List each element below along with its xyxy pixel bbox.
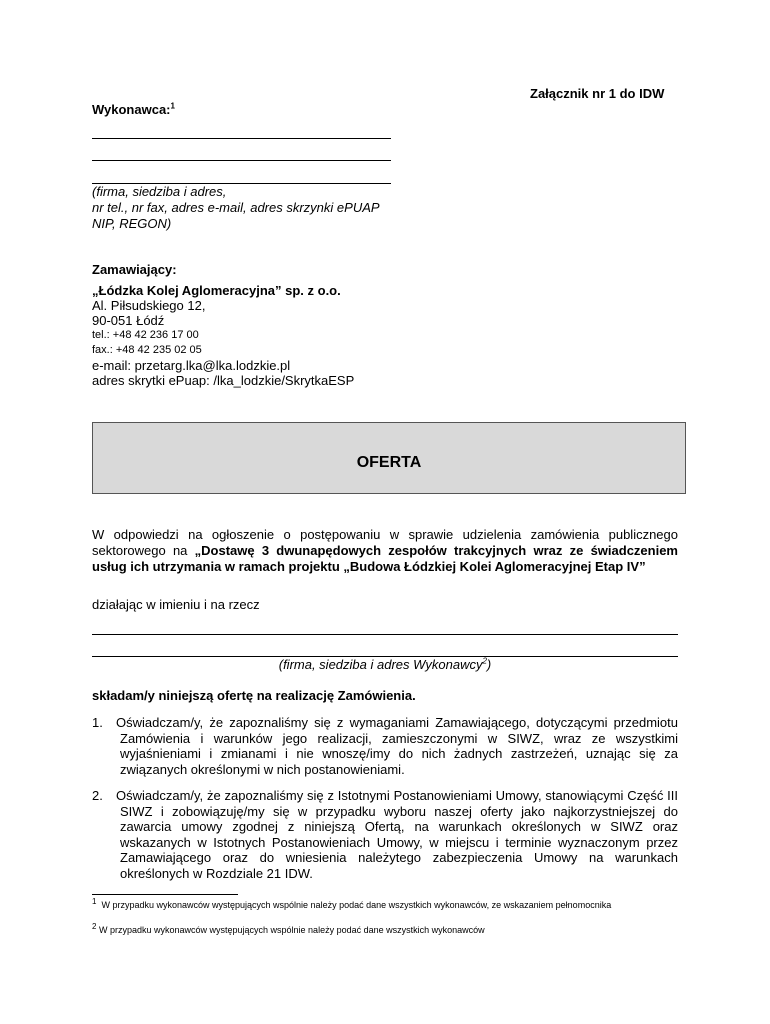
contractor-line-2 [92, 160, 391, 161]
orderer-name: „Łódzka Kolej Aglomeracyjna” sp. z o.o. [92, 283, 341, 298]
contractor-caption-end: ) [486, 657, 492, 672]
statements-list [92, 715, 678, 881]
orderer-street: Al. Piłsudskiego 12, [92, 298, 206, 313]
footnote-mark: 1 [92, 897, 97, 906]
contractor-caption [92, 657, 678, 672]
list-item-text: Oświadczam/y, że zapoznaliśmy się z wymaganiami Zamawiającego, dotyczącymi przedmiotu Zamówienia i warunków jego realizacji, zamieszczonymi w SIWZ, wraz ze wszystkimi wyjaśnieniami i zmianami i nie wnoszę/imy do nich żadnych zastrzeżeń, uznając się za związanych określonymi w nich postanowieniami. [116, 715, 678, 777]
list-item [92, 715, 678, 777]
list-item-text: Oświadczam/y, że zapoznaliśmy się z Istotnymi Postanowieniami Umowy, stanowiącymi Część III SIWZ i zobowiązuję/my się w przypadku wyboru naszej oferty jako najkorzystniejszej do zawarcia umowy zgodnej z niniejszą Ofertą, na warunkach określonych w SIWZ oraz wskazanych w Istotnych Postanowieniach Umowy, w miejscu i terminie wyznaczonym przez Zamawiającego oraz do wniesienia należytego zabezpieczenia Umowy na warunkach określonych w Rozdziale 21 IDW. [116, 788, 678, 881]
footnote-ref-2: 2 [482, 656, 487, 666]
list-item-number: 2. [92, 788, 103, 803]
footnote-text: W przypadku wykonawców występujących wspólnie należy podać dane wszystkich wykonawców, ze wskazaniem pełnomocnika [101, 900, 612, 910]
offer-title-box [92, 422, 686, 494]
orderer-epuap: adres skrytki ePuap: /lka_lodzkie/SkrytkaESP [92, 373, 355, 388]
contractor-hint [92, 184, 380, 232]
intro-subject: „Dostawę 3 dwunapędowych zespołów trakcyjnych wraz ze świadczeniem usług ich utrzymania w ramach projektu „Budowa Łódzkiej Kolei Aglomeracyjnej Etap IV” [92, 543, 678, 574]
offer-title: OFERTA [356, 454, 422, 471]
orderer-email: e-mail: przetarg.lka@lka.lodzkie.pl [92, 358, 291, 373]
footnote-mark: 2 [92, 922, 97, 931]
list-item [92, 788, 678, 881]
behalf-line-1 [92, 634, 678, 635]
list-item-number: 1. [92, 715, 103, 730]
contractor-hint-line: NIP, REGON) [92, 216, 172, 231]
footnote-2 [92, 922, 678, 936]
contractor-label [92, 102, 175, 117]
submit-statement: składam/y niniejszą ofertę na realizację Zamówienia. [92, 688, 416, 703]
intro-lead: W odpowiedzi na ogłoszenie o postępowaniu w sprawie udzielenia zamówienia publicznego sektorowego na [92, 527, 678, 558]
orderer-block [92, 262, 354, 388]
contractor-hint-line: nr tel., nr fax, adres e-mail, adres skrzynki ePUAP [92, 200, 380, 215]
footnote-ref-1: 1 [170, 101, 175, 111]
contractor-label-text: Wykonawca: [92, 102, 171, 117]
footnote-separator [92, 894, 238, 895]
contractor-caption-text: (firma, siedziba i adres Wykonawcy [278, 657, 483, 672]
acting-on-behalf: działając w imieniu i na rzecz [92, 597, 260, 612]
attachment-label: Załącznik nr 1 do IDW [530, 86, 665, 101]
footnote-text: W przypadku wykonawców występujących wspólnie należy podać dane wszystkich wykonawców [98, 925, 485, 935]
contractor-hint-line: (firma, siedziba i adres, [92, 184, 227, 199]
footnote-1 [92, 897, 678, 911]
orderer-fax: fax.: +48 42 235 02 05 [92, 344, 202, 356]
contractor-line-1 [92, 138, 391, 139]
orderer-label: Zamawiający: [92, 262, 177, 277]
orderer-tel: tel.: +48 42 236 17 00 [92, 329, 199, 341]
orderer-city: 90-051 Łódź [92, 313, 165, 328]
intro-paragraph [92, 527, 678, 575]
